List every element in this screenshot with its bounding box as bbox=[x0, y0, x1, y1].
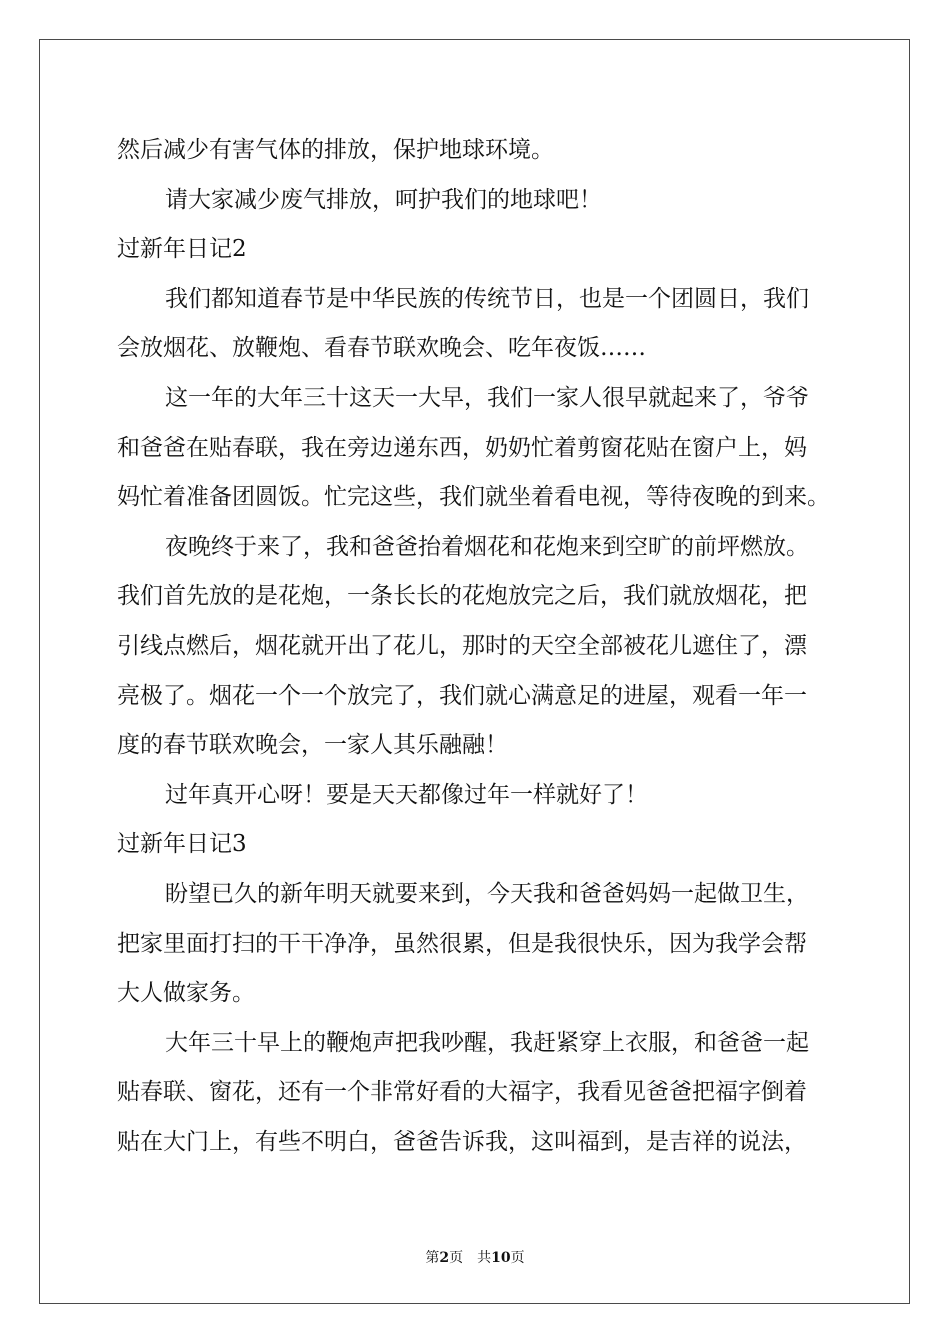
text-line: 夜晚终于来了，我和爸爸抬着烟花和花炮来到空旷的前坪燃放。 bbox=[165, 533, 809, 560]
text-line: 把家里面打扫的干干净净，虽然很累，但是我很快乐，因为我学会帮 bbox=[117, 930, 807, 957]
text-line: 过年真开心呀！要是天天都像过年一样就好了！ bbox=[165, 781, 648, 808]
footer-page-suffix: 页 bbox=[449, 1250, 464, 1266]
section-heading: 过新年日记2 bbox=[117, 236, 247, 263]
text-line: 大年三十早上的鞭炮声把我吵醒，我赶紧穿上衣服，和爸爸一起 bbox=[165, 1029, 809, 1056]
text-line: 引线点燃后，烟花就开出了花儿，那时的天空全部被花儿遮住了，漂 bbox=[117, 632, 807, 659]
footer-total-prefix: 共 bbox=[477, 1250, 492, 1266]
page-footer bbox=[0, 1247, 950, 1267]
text-line: 然后减少有害气体的排放，保护地球环境。 bbox=[117, 137, 554, 163]
text-line: 度的春节联欢晚会，一家人其乐融融！ bbox=[117, 732, 508, 759]
text-line: 会放烟花、放鞭炮、看春节联欢晚会、吃年夜饭…… bbox=[117, 335, 646, 362]
text-line: 大人做家务。 bbox=[117, 980, 255, 1007]
total-page-number: 10 bbox=[491, 1250, 511, 1266]
current-page-number: 2 bbox=[439, 1250, 450, 1266]
text-line: 贴在大门上，有些不明白，爸爸告诉我，这叫福到，是吉祥的说法， bbox=[117, 1128, 807, 1155]
text-line: 贴春联、窗花，还有一个非常好看的大福字，我看见爸爸把福字倒着 bbox=[117, 1079, 807, 1106]
document-body bbox=[117, 126, 837, 1167]
text-line: 亮极了。烟花一个一个放完了，我们就心满意足的进屋，观看一年一 bbox=[117, 682, 807, 709]
text-line: 和爸爸在贴春联，我在旁边递东西，奶奶忙着剪窗花贴在窗户上，妈 bbox=[117, 434, 807, 461]
footer-total-suffix: 页 bbox=[510, 1250, 525, 1266]
text-line: 盼望已久的新年明天就要来到，今天我和爸爸妈妈一起做卫生， bbox=[165, 880, 809, 907]
text-line: 这一年的大年三十这天一大早，我们一家人很早就起来了，爷爷 bbox=[165, 384, 809, 411]
section-heading: 过新年日记3 bbox=[117, 831, 247, 858]
text-line: 我们首先放的是花炮，一条长长的花炮放完之后，我们就放烟花，把 bbox=[117, 583, 807, 610]
text-line: 请大家减少废气排放，呵护我们的地球吧！ bbox=[165, 186, 602, 213]
text-line: 妈忙着准备团圆饭。忙完这些，我们就坐着看电视，等待夜晚的到来。 bbox=[117, 484, 830, 511]
text-line: 我们都知道春节是中华民族的传统节日，也是一个团圆日，我们 bbox=[165, 285, 809, 312]
footer-prefix: 第 bbox=[425, 1250, 440, 1266]
